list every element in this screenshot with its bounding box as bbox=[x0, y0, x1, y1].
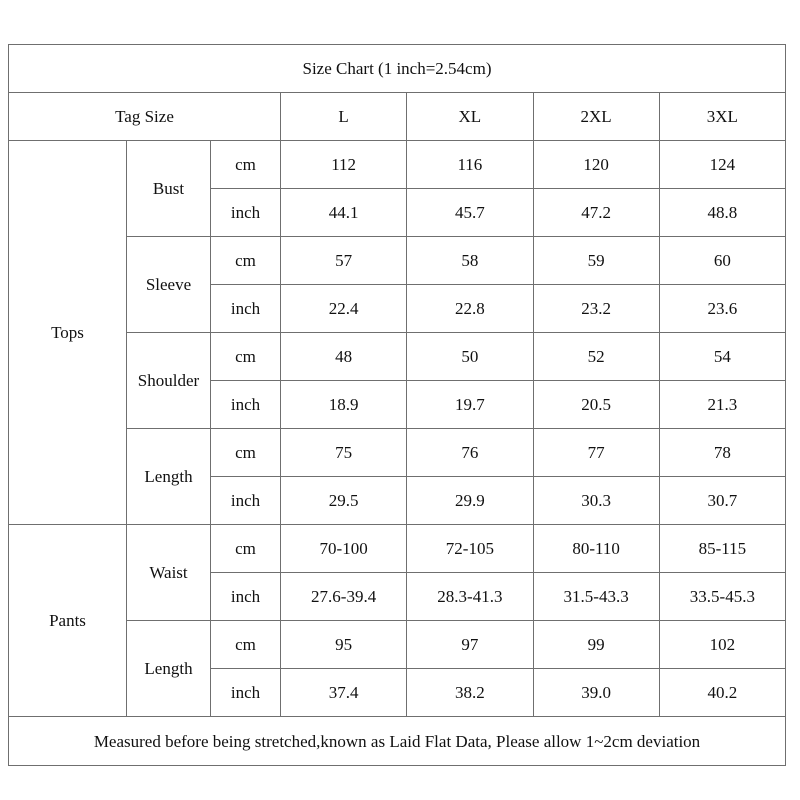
sleeve-inch-2xl: 23.2 bbox=[533, 285, 659, 333]
sleeve-cm-2xl: 59 bbox=[533, 237, 659, 285]
pants-length-inch-xl: 38.2 bbox=[407, 669, 533, 717]
bust-inch-xl: 45.7 bbox=[407, 189, 533, 237]
waist-inch-xl: 28.3-41.3 bbox=[407, 573, 533, 621]
tag-size-label: Tag Size bbox=[9, 93, 281, 141]
unit-cm: cm bbox=[211, 237, 281, 285]
waist-cm-l: 70-100 bbox=[281, 525, 407, 573]
size-header-2xl: 2XL bbox=[533, 93, 659, 141]
shoulder-cm-xl: 50 bbox=[407, 333, 533, 381]
pants-length-cm-2xl: 99 bbox=[533, 621, 659, 669]
unit-inch: inch bbox=[211, 285, 281, 333]
measure-tops-length: Length bbox=[127, 429, 211, 525]
tops-length-cm-l: 75 bbox=[281, 429, 407, 477]
unit-inch: inch bbox=[211, 477, 281, 525]
measure-pants-length: Length bbox=[127, 621, 211, 717]
footer-row bbox=[9, 717, 786, 766]
size-header-3xl: 3XL bbox=[659, 93, 785, 141]
unit-cm: cm bbox=[211, 141, 281, 189]
waist-cm-xl: 72-105 bbox=[407, 525, 533, 573]
sleeve-inch-l: 22.4 bbox=[281, 285, 407, 333]
shoulder-inch-l: 18.9 bbox=[281, 381, 407, 429]
size-header-l: L bbox=[281, 93, 407, 141]
size-chart-table bbox=[8, 44, 786, 766]
sleeve-inch-xl: 22.8 bbox=[407, 285, 533, 333]
bust-cm-xl: 116 bbox=[407, 141, 533, 189]
pants-length-cm-xl: 97 bbox=[407, 621, 533, 669]
measure-sleeve: Sleeve bbox=[127, 237, 211, 333]
tops-length-cm-2xl: 77 bbox=[533, 429, 659, 477]
tops-length-inch-3xl: 30.7 bbox=[659, 477, 785, 525]
chart-title: Size Chart (1 inch=2.54cm) bbox=[9, 45, 786, 93]
waist-inch-2xl: 31.5-43.3 bbox=[533, 573, 659, 621]
sleeve-inch-3xl: 23.6 bbox=[659, 285, 785, 333]
unit-cm: cm bbox=[211, 621, 281, 669]
pants-length-cm-l: 95 bbox=[281, 621, 407, 669]
category-tops: Tops bbox=[9, 141, 127, 525]
waist-inch-l: 27.6-39.4 bbox=[281, 573, 407, 621]
bust-inch-l: 44.1 bbox=[281, 189, 407, 237]
shoulder-inch-2xl: 20.5 bbox=[533, 381, 659, 429]
waist-inch-3xl: 33.5-45.3 bbox=[659, 573, 785, 621]
unit-inch: inch bbox=[211, 381, 281, 429]
bust-inch-3xl: 48.8 bbox=[659, 189, 785, 237]
tops-length-inch-xl: 29.9 bbox=[407, 477, 533, 525]
bust-cm-2xl: 120 bbox=[533, 141, 659, 189]
bust-cm-3xl: 124 bbox=[659, 141, 785, 189]
footer-note: Measured before being stretched,known as Laid Flat Data, Please allow 1~2cm deviation bbox=[9, 717, 786, 766]
title-row bbox=[9, 45, 786, 93]
shoulder-inch-3xl: 21.3 bbox=[659, 381, 785, 429]
table-row bbox=[9, 141, 786, 189]
bust-inch-2xl: 47.2 bbox=[533, 189, 659, 237]
header-row bbox=[9, 93, 786, 141]
table-row bbox=[9, 525, 786, 573]
measure-bust: Bust bbox=[127, 141, 211, 237]
waist-cm-3xl: 85-115 bbox=[659, 525, 785, 573]
measure-shoulder: Shoulder bbox=[127, 333, 211, 429]
bust-cm-l: 112 bbox=[281, 141, 407, 189]
shoulder-cm-3xl: 54 bbox=[659, 333, 785, 381]
unit-inch: inch bbox=[211, 189, 281, 237]
unit-cm: cm bbox=[211, 429, 281, 477]
shoulder-cm-2xl: 52 bbox=[533, 333, 659, 381]
waist-cm-2xl: 80-110 bbox=[533, 525, 659, 573]
tops-length-inch-l: 29.5 bbox=[281, 477, 407, 525]
tops-length-cm-xl: 76 bbox=[407, 429, 533, 477]
pants-length-inch-l: 37.4 bbox=[281, 669, 407, 717]
pants-length-cm-3xl: 102 bbox=[659, 621, 785, 669]
shoulder-inch-xl: 19.7 bbox=[407, 381, 533, 429]
measure-waist: Waist bbox=[127, 525, 211, 621]
tops-length-cm-3xl: 78 bbox=[659, 429, 785, 477]
unit-cm: cm bbox=[211, 333, 281, 381]
shoulder-cm-l: 48 bbox=[281, 333, 407, 381]
sleeve-cm-l: 57 bbox=[281, 237, 407, 285]
tops-length-inch-2xl: 30.3 bbox=[533, 477, 659, 525]
pants-length-inch-2xl: 39.0 bbox=[533, 669, 659, 717]
unit-inch: inch bbox=[211, 573, 281, 621]
pants-length-inch-3xl: 40.2 bbox=[659, 669, 785, 717]
size-header-xl: XL bbox=[407, 93, 533, 141]
unit-cm: cm bbox=[211, 525, 281, 573]
unit-inch: inch bbox=[211, 669, 281, 717]
sleeve-cm-xl: 58 bbox=[407, 237, 533, 285]
sleeve-cm-3xl: 60 bbox=[659, 237, 785, 285]
category-pants: Pants bbox=[9, 525, 127, 717]
